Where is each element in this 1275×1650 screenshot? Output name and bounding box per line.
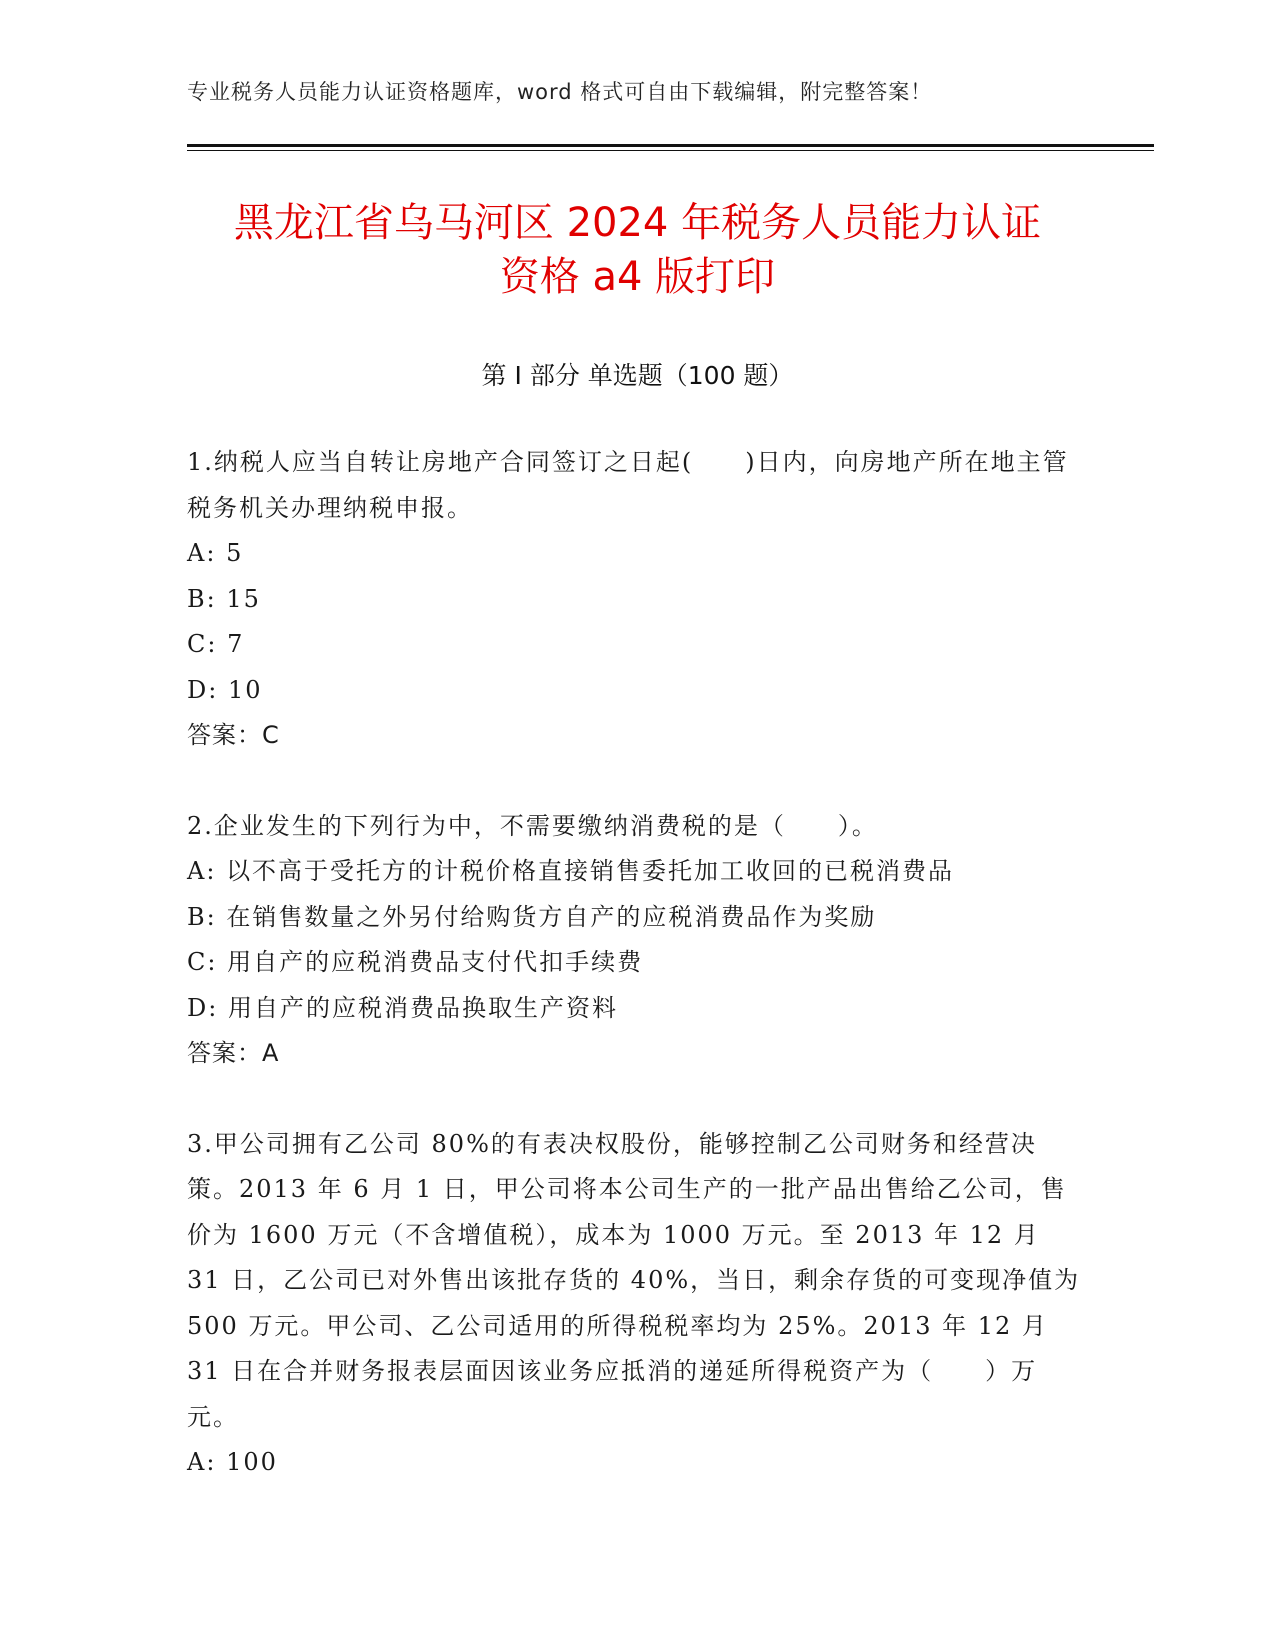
answer-line: 答案：A <box>187 1039 280 1067</box>
option-text: 以不高于受托方的计税价格直接销售委托加工收回的已税消费品 <box>226 857 955 885</box>
option-text: 用自产的应税消费品换取生产资料 <box>227 993 618 1022</box>
option-text: 5 <box>226 539 244 567</box>
option-c <box>187 940 1082 986</box>
option-b <box>187 577 1082 623</box>
option-label: B: <box>187 584 217 613</box>
option-label: A: <box>187 857 217 885</box>
question-2 <box>187 804 1082 1077</box>
option-label: B: <box>187 902 217 931</box>
header-rule-thick <box>187 144 1154 147</box>
question-list <box>187 440 1082 1531</box>
document-title <box>160 196 1115 304</box>
option-label: C: <box>187 630 218 658</box>
option-d <box>187 986 1082 1032</box>
option-label: C: <box>187 948 218 976</box>
option-text: 在销售数量之外另付给购货方自产的应税消费品作为奖励 <box>226 902 877 931</box>
title-line-2: 资格 a4 版打印 <box>499 254 776 300</box>
option-a <box>187 1440 1082 1486</box>
option-text: 10 <box>227 675 263 704</box>
question-1 <box>187 440 1082 759</box>
question-stem: 1.纳税人应当自转让房地产合同签订之日起( )日内，向房地产所在地主管税务机关办理纳税申报。 <box>187 448 1069 522</box>
option-label: A: <box>187 1448 217 1476</box>
option-a <box>187 531 1082 577</box>
option-b <box>187 895 1082 941</box>
option-text: 15 <box>226 584 261 613</box>
question-3 <box>187 1122 1082 1486</box>
option-c <box>187 622 1082 668</box>
option-text: 用自产的应税消费品支付代扣手续费 <box>227 948 644 976</box>
title-line-1: 黑龙江省乌马河区 2024 年税务人员能力认证 <box>233 200 1042 246</box>
option-label: D: <box>187 675 219 704</box>
option-a <box>187 849 1082 895</box>
question-stem: 2.企业发生的下列行为中，不需要缴纳消费税的是（ ）。 <box>187 811 878 840</box>
answer-line: 答案：C <box>187 721 280 749</box>
header-note: 专业税务人员能力认证资格题库，word 格式可自由下载编辑，附完整答案！ <box>187 80 933 104</box>
option-label: A: <box>187 539 217 567</box>
header-rule-thin <box>187 150 1154 151</box>
option-label: D: <box>187 993 219 1022</box>
section-title: 第 I 部分 单选题（100 题） <box>481 361 794 390</box>
option-text: 7 <box>227 630 245 658</box>
question-stem: 3.甲公司拥有乙公司 80%的有表决权股份，能够控制乙公司财务和经营决策。2013 年 6 月 1 日，甲公司将本公司生产的一批产品出售给乙公司，售价为 1600 万元（不含增值税），成本为 1000 万元。至 2013 年 12 月 31 日，乙公司已对外售出该批存货的 40%，当日，剩余存货的可变现净值为 500 万元。甲公司、乙公司适用的所得税税率均为 25%。2013 年 12 月 31 日在合并财务报表层面因该业务应抵消的递延所得税资产为（ ）万元。 <box>187 1129 1081 1431</box>
option-text: 100 <box>226 1448 278 1476</box>
option-d <box>187 668 1082 714</box>
